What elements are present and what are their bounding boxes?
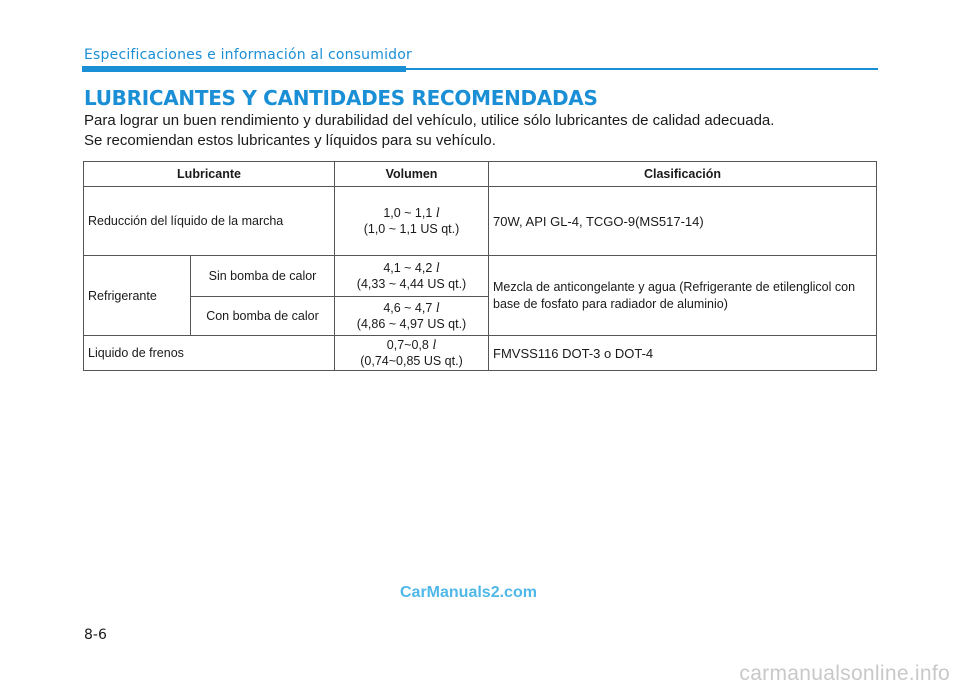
lubricants-table bbox=[83, 161, 877, 371]
header-accent-bar bbox=[82, 66, 406, 72]
cell-classification: 70W, API GL-4, TCGO-9(MS517-14) bbox=[489, 187, 877, 256]
column-header-volume: Volumen bbox=[335, 162, 489, 187]
cell-variant: Sin bomba de calor bbox=[191, 256, 335, 297]
cell-variant: Con bomba de calor bbox=[191, 297, 335, 336]
cell-volume bbox=[335, 187, 489, 256]
watermark-link[interactable]: CarManuals2.com bbox=[400, 584, 537, 601]
table-header-row bbox=[84, 162, 877, 187]
table-row bbox=[84, 187, 877, 256]
volume-value: 4,1 ~ 4,2 bbox=[383, 261, 436, 275]
table-row bbox=[84, 336, 877, 371]
liter-symbol: l bbox=[432, 338, 437, 353]
cell-lubricant: Liquido de frenos bbox=[84, 336, 335, 371]
column-header-classification: Clasificación bbox=[489, 162, 877, 187]
volume-us-value: (1,0 ~ 1,1 US qt.) bbox=[363, 222, 460, 236]
page-title: LUBRICANTES Y CANTIDADES RECOMENDADAS bbox=[84, 86, 598, 110]
volume-us-value: (0,74~0,85 US qt.) bbox=[360, 354, 463, 368]
volume-us-value: (4,33 ~ 4,44 US qt.) bbox=[356, 277, 467, 291]
intro-line-2: Se recomiendan estos lubricantes y líquidos para su vehículo. bbox=[84, 132, 496, 149]
cell-classification: FMVSS116 DOT-3 o DOT-4 bbox=[489, 336, 877, 371]
section-title: Especificaciones e información al consumidor bbox=[84, 47, 412, 63]
volume-us-value: (4,86 ~ 4,97 US qt.) bbox=[356, 317, 467, 331]
intro-line-1: Para lograr un buen rendimiento y durabilidad del vehículo, utilice sólo lubricantes de calidad adecuada. bbox=[84, 112, 775, 129]
liter-symbol: l bbox=[435, 301, 440, 316]
footer-watermark: carmanualsonline.info bbox=[739, 662, 950, 685]
cell-volume bbox=[335, 297, 489, 336]
cell-volume bbox=[335, 256, 489, 297]
liter-symbol: l bbox=[435, 206, 440, 221]
table-row bbox=[84, 256, 877, 297]
column-header-lubricant: Lubricante bbox=[84, 162, 335, 187]
cell-lubricant: Reducción del líquido de la marcha bbox=[84, 187, 335, 256]
volume-value: 4,6 ~ 4,7 bbox=[383, 301, 436, 315]
liter-symbol: l bbox=[435, 261, 440, 276]
volume-value: 1,0 ~ 1,1 bbox=[383, 206, 436, 220]
header-rule bbox=[406, 68, 878, 70]
cell-lubricant: Refrigerante bbox=[84, 256, 191, 336]
page-number: 8-6 bbox=[84, 627, 107, 643]
cell-volume bbox=[335, 336, 489, 371]
volume-value: 0,7~0,8 bbox=[386, 338, 433, 352]
cell-classification: Mezcla de anticongelante y agua (Refrigerante de etilenglicol con base de fosfato para radiador de aluminio) bbox=[489, 256, 877, 336]
